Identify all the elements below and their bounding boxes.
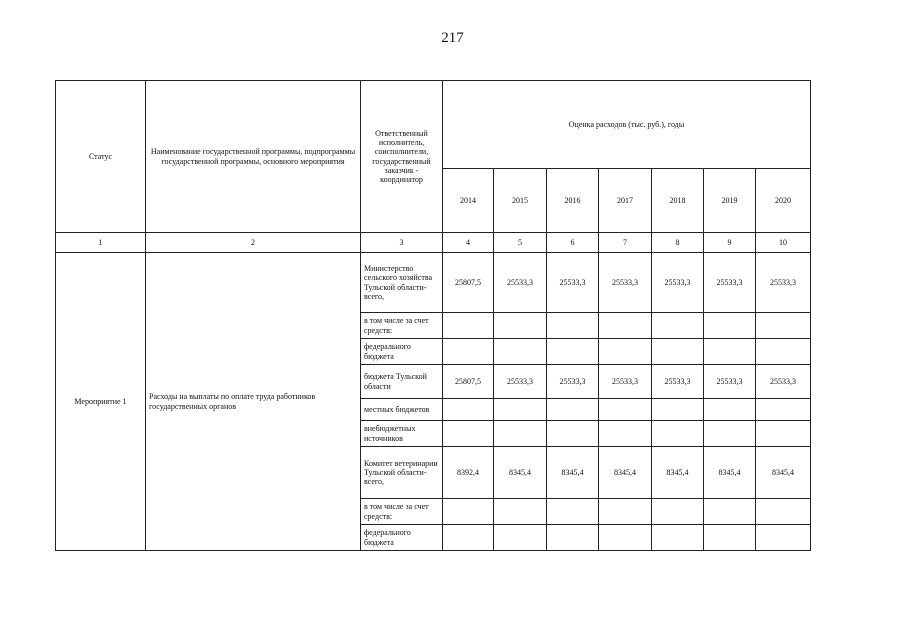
column-number: 7	[599, 233, 652, 253]
activity-status: Мероприятие 1	[56, 253, 146, 551]
row-label: федерального бюджета	[361, 525, 443, 551]
year-2017: 2017	[599, 169, 652, 233]
year-2014: 2014	[443, 169, 494, 233]
cell-value	[704, 525, 756, 551]
cell-value	[599, 525, 652, 551]
cell-value: 25533,3	[547, 365, 599, 399]
header-status: Статус	[56, 81, 146, 233]
cell-value	[443, 399, 494, 421]
row-label: в том числе за счет средств:	[361, 499, 443, 525]
cell-value: 8345,4	[652, 447, 704, 499]
cell-value	[756, 525, 811, 551]
row-label: бюджета Тульской области	[361, 365, 443, 399]
year-2016: 2016	[547, 169, 599, 233]
cell-value: 25533,3	[494, 253, 547, 313]
cell-value	[756, 499, 811, 525]
cell-value: 25533,3	[652, 365, 704, 399]
cell-value: 8345,4	[494, 447, 547, 499]
cell-value	[494, 399, 547, 421]
row-label: Комитет ветеринарии Тульской области- всего,	[361, 447, 443, 499]
year-2020: 2020	[756, 169, 811, 233]
row-label: внебюджетных источников	[361, 421, 443, 447]
cell-value	[547, 339, 599, 365]
cell-value	[704, 421, 756, 447]
cell-value: 25533,3	[704, 365, 756, 399]
column-number: 9	[704, 233, 756, 253]
cell-value: 25533,3	[599, 365, 652, 399]
cell-value	[443, 339, 494, 365]
column-number: 6	[547, 233, 599, 253]
cell-value	[756, 313, 811, 339]
year-2015: 2015	[494, 169, 547, 233]
column-number-row	[56, 233, 811, 253]
cell-value	[547, 499, 599, 525]
cell-value: 8392,4	[443, 447, 494, 499]
column-number: 4	[443, 233, 494, 253]
cell-value: 25533,3	[494, 365, 547, 399]
header-name: Наименование государственной программы, подпрограммы государственной программы, основного мероприятия	[146, 81, 361, 233]
column-number: 1	[56, 233, 146, 253]
header-responsible: Ответственный исполнитель, соисполнители, государственный заказчик - координатор	[361, 81, 443, 233]
cell-value: 25533,3	[652, 253, 704, 313]
cell-value	[443, 525, 494, 551]
cell-value: 25807,5	[443, 365, 494, 399]
cell-value	[443, 499, 494, 525]
cell-value: 25533,3	[756, 365, 811, 399]
activity-name: Расходы на выплаты по оплате труда работников государственных органов	[146, 253, 361, 551]
cell-value	[704, 499, 756, 525]
cell-value	[547, 399, 599, 421]
cell-value	[599, 313, 652, 339]
cell-value	[652, 313, 704, 339]
cell-value: 8345,4	[547, 447, 599, 499]
header-cost-estimate: Оценка расходов (тыс. руб.), годы	[443, 81, 811, 169]
cell-value	[756, 339, 811, 365]
page-number: 217	[441, 30, 464, 46]
row-label: федерального бюджета	[361, 339, 443, 365]
cell-value	[599, 399, 652, 421]
column-number: 10	[756, 233, 811, 253]
cell-value	[704, 339, 756, 365]
cell-value	[494, 339, 547, 365]
cell-value	[652, 499, 704, 525]
cell-value	[547, 525, 599, 551]
cell-value: 8345,4	[599, 447, 652, 499]
cell-value	[599, 421, 652, 447]
cell-value: 8345,4	[704, 447, 756, 499]
cell-value: 8345,4	[756, 447, 811, 499]
cell-value	[704, 399, 756, 421]
column-number: 3	[361, 233, 443, 253]
cell-value	[494, 313, 547, 339]
cell-value	[652, 399, 704, 421]
cell-value: 25533,3	[704, 253, 756, 313]
cell-value	[704, 313, 756, 339]
cell-value	[652, 525, 704, 551]
cell-value	[756, 399, 811, 421]
cell-value	[443, 313, 494, 339]
table-row	[56, 253, 811, 313]
row-label: местных бюджетов	[361, 399, 443, 421]
cell-value	[652, 339, 704, 365]
cell-value	[494, 499, 547, 525]
cell-value	[756, 421, 811, 447]
cell-value	[652, 421, 704, 447]
cell-value	[599, 339, 652, 365]
cell-value: 25533,3	[547, 253, 599, 313]
year-2018: 2018	[652, 169, 704, 233]
cell-value	[599, 499, 652, 525]
row-label: в том числе за счет средств:	[361, 313, 443, 339]
cell-value	[494, 525, 547, 551]
column-number: 8	[652, 233, 704, 253]
year-2019: 2019	[704, 169, 756, 233]
row-label: Министерство сельского хозяйства Тульской области- всего,	[361, 253, 443, 313]
cell-value: 25533,3	[756, 253, 811, 313]
cell-value: 25533,3	[599, 253, 652, 313]
header-row	[56, 81, 811, 169]
cell-value	[443, 421, 494, 447]
cell-value	[547, 421, 599, 447]
cell-value	[547, 313, 599, 339]
cell-value	[494, 421, 547, 447]
column-number: 2	[146, 233, 361, 253]
column-number: 5	[494, 233, 547, 253]
budget-table	[55, 80, 811, 551]
cell-value: 25807,5	[443, 253, 494, 313]
